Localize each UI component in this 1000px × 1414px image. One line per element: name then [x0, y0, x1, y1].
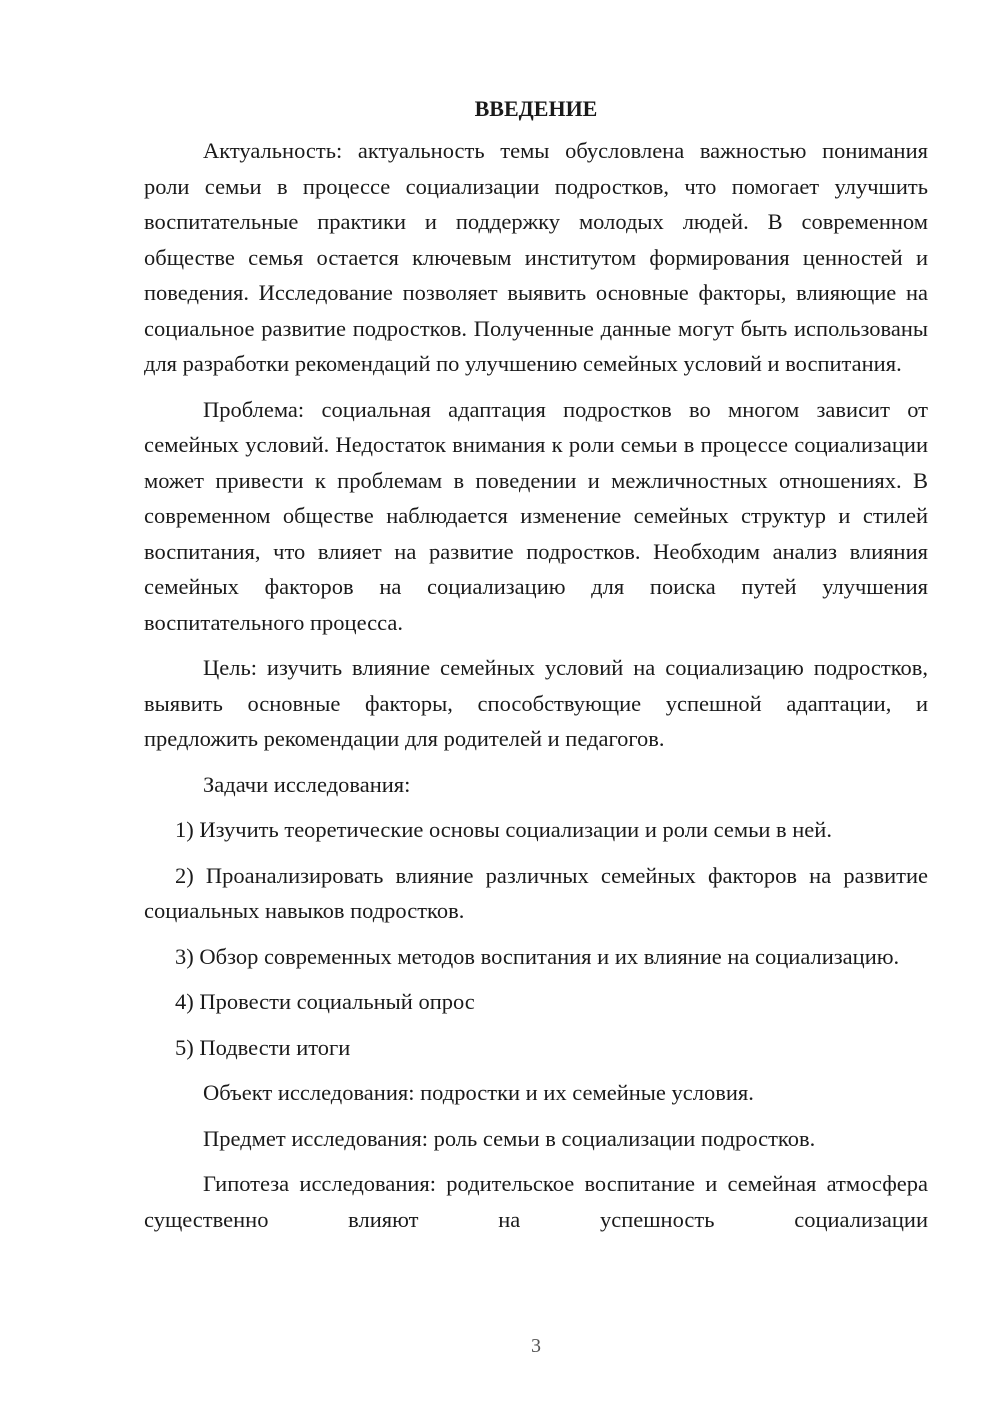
- task-item-1: 1) Изучить теоретические основы социализации и роли семьи в ней.: [175, 817, 832, 842]
- task-item-5: 5) Подвести итоги: [175, 1034, 351, 1060]
- task-item-4: 4) Провести социальный опрос: [175, 989, 475, 1014]
- document-page: [144, 94, 928, 1247]
- object-paragraph: Объект исследования: подростки и их семейные условия.: [203, 1080, 754, 1105]
- problem-paragraph: Проблема: социальная адаптация подростков во многом зависит от семейных условий. Недостаток внимания к роли семьи в процессе социализации может привести к проблемам в поведении и межличностных отношениях. В современном обществе наблюдается изменение семейных структур и стилей воспитания, что влияет на развитие подростков. Необходим анализ влияния семейных факторов на социализацию для поиска путей улучшения воспитательного процесса.: [144, 396, 928, 635]
- relevance-paragraph: Актуальность: актуальность темы обусловлена важностью понимания роли семьи в процессе социализации подростков, что помогает улучшить воспитательные практики и поддержку молодых людей. В современном обществе семья остается ключевым институтом формирования ценностей и поведения. Исследование позволяет выявить основные факторы, влияющие на социальное развитие подростков. Полученные данные могут быть использованы для разработки рекомендаций по улучшению семейных условий и воспитания.: [144, 138, 928, 376]
- task-item-3: 3) Обзор современных методов воспитания и их влияние на социализацию.: [175, 943, 900, 969]
- page-number: 3: [531, 1335, 541, 1357]
- page-title: ВВЕДЕНИЕ: [474, 96, 598, 121]
- task-item-2: 2) Проанализировать влияние различных семейных факторов на развитие социальных навыков подростков.: [144, 862, 928, 923]
- tasks-heading: Задачи исследования:: [203, 771, 411, 797]
- goal-paragraph: Цель: изучить влияние семейных условий на социализацию подростков, выявить основные факторы, способствующие успешной адаптации, и предложить рекомендации для родителей и педагогов.: [144, 655, 928, 751]
- hypothesis-paragraph: Гипотеза исследования: родительское воспитание и семейная атмосфера существенно влияют на успешность социализации: [144, 1171, 928, 1232]
- subject-paragraph: Предмет исследования: роль семьи в социализации подростков.: [203, 1125, 816, 1151]
